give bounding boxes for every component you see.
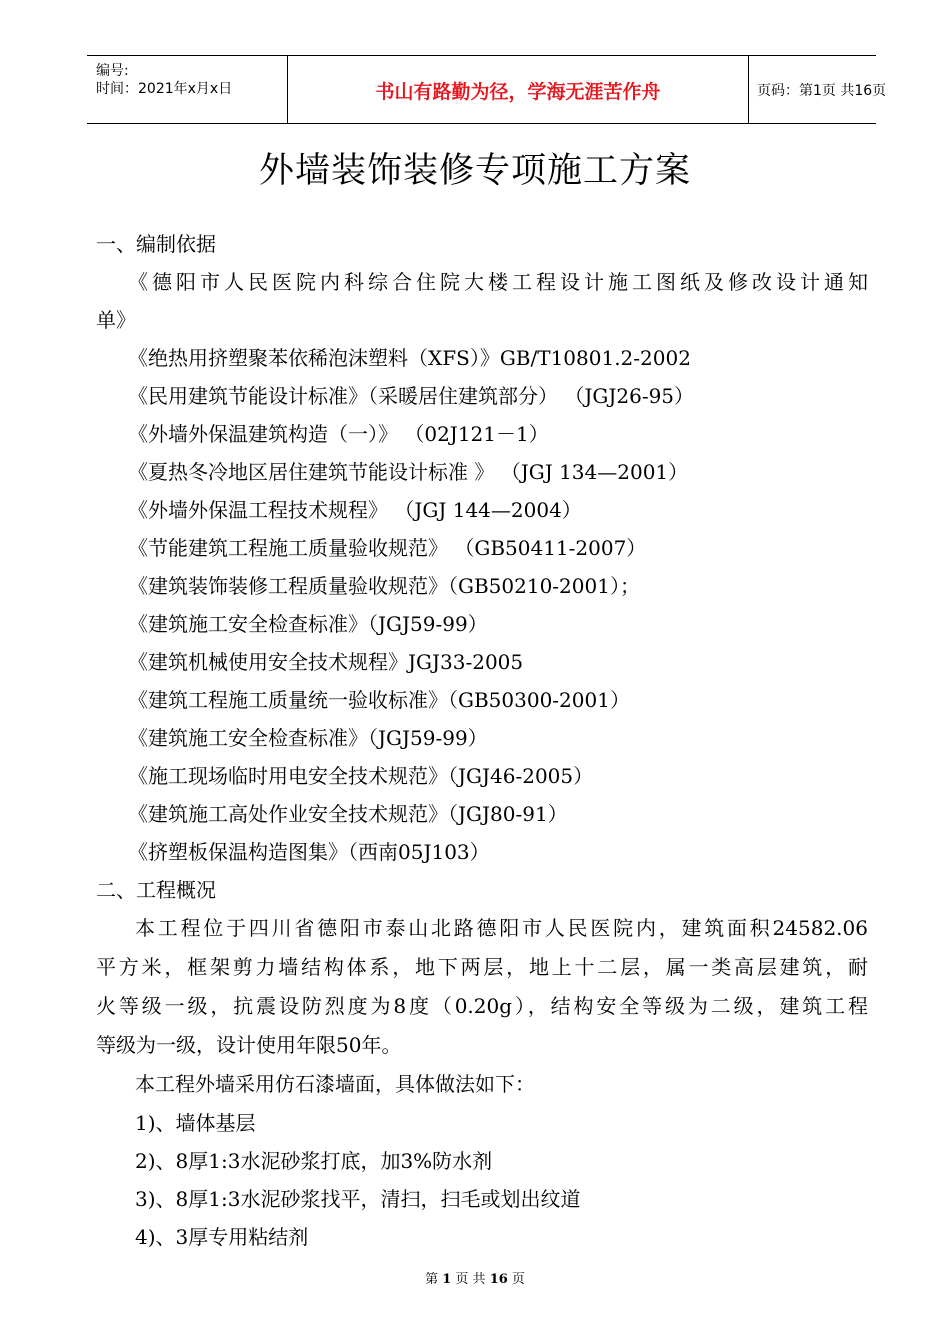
basis-line: 《建筑工程施工质量统一验收标准》（GB50300-2001） bbox=[128, 688, 630, 712]
overview-line: 1)、墙体基层 bbox=[135, 1111, 256, 1135]
basis-line: 《夏热冬冷地区居住建筑节能设计标准 》 （JGJ 134—2001） bbox=[128, 460, 689, 484]
section-heading-basis: 一、编制依据 bbox=[96, 232, 216, 256]
basis-line: 《施工现场临时用电安全技术规范》（JGJ46-2005） bbox=[128, 764, 594, 788]
basis-line: 《德阳市人民医院内科综合住院大楼工程设计施工图纸及修改设计通知 bbox=[128, 270, 868, 294]
basis-line: 单》 bbox=[96, 308, 136, 332]
overview-line: 3)、8厚1:3水泥砂浆找平，清扫，扫毛或划出纹道 bbox=[135, 1187, 581, 1211]
footer-prefix: 第 bbox=[425, 1272, 439, 1287]
overview-line: 平方米，框架剪力墙结构体系，地下两层，地上十二层，属一类高层建筑，耐 bbox=[96, 955, 868, 979]
basis-line: 《建筑施工高处作业安全技术规范》（JGJ80-91） bbox=[128, 802, 568, 826]
basis-line: 《建筑机械使用安全技术规程》JGJ33-2005 bbox=[128, 650, 524, 674]
overview-line: 4)、3厚专用粘结剂 bbox=[135, 1225, 309, 1249]
basis-line: 《挤塑板保温构造图集》（西南05J103） bbox=[128, 840, 490, 864]
header-left-cell bbox=[87, 56, 287, 123]
header-right-cell bbox=[748, 56, 887, 123]
number-label: 编号: bbox=[96, 63, 129, 79]
page-footer bbox=[0, 1268, 950, 1287]
basis-line: 《民用建筑节能设计标准》（采暖居住建筑部分） （JGJ26-95） bbox=[128, 384, 695, 408]
basis-line: 《建筑施工安全检查标准》（JGJ59-99） bbox=[128, 726, 488, 750]
overview-line: 本工程位于四川省德阳市泰山北路德阳市人民医院内，建筑面积24582.06 bbox=[135, 916, 868, 940]
header-middle-cell bbox=[287, 56, 749, 123]
footer-suffix: 页 bbox=[511, 1272, 525, 1287]
overview-line: 2)、8厚1:3水泥砂浆打底，加3%防水剂 bbox=[135, 1149, 493, 1173]
date-label: 时间：2021年x月x日 bbox=[96, 81, 233, 97]
basis-line: 《节能建筑工程施工质量验收规范》 （GB50411-2007） bbox=[128, 536, 647, 560]
page-header bbox=[87, 55, 887, 124]
section-heading-overview: 二、工程概况 bbox=[96, 878, 216, 902]
basis-line: 《外墙外保温建筑构造（一）》 （02J121－1） bbox=[128, 422, 549, 446]
footer-page-number: 1 bbox=[442, 1272, 452, 1287]
document-title: 外墙装饰装修专项施工方案 bbox=[258, 151, 691, 191]
basis-line: 《绝热用挤塑聚苯依稀泡沫塑料（XFS）》GB/T10801.2-2002 bbox=[128, 346, 691, 370]
footer-middle: 页 共 bbox=[455, 1272, 486, 1287]
basis-line: 《外墙外保温工程技术规程》 （JGJ 144—2004） bbox=[128, 498, 582, 522]
overview-line: 火等级一级，抗震设防烈度为8度（0.20g），结构安全等级为二级，建筑工程 bbox=[96, 994, 868, 1018]
page-info: 页码：第1页 共16页 bbox=[757, 83, 887, 99]
basis-line: 《建筑施工安全检查标准》（JGJ59-99） bbox=[128, 612, 488, 636]
motto-text: 书山有路勤为径，学海无涯苦作舟 bbox=[375, 81, 661, 103]
overview-line: 等级为一级，设计使用年限50年。 bbox=[96, 1033, 402, 1057]
overview-line: 本工程外墙采用仿石漆墙面，具体做法如下： bbox=[135, 1072, 535, 1096]
basis-line: 《建筑装饰装修工程质量验收规范》（GB50210-2001）； bbox=[128, 574, 640, 598]
footer-total-pages: 16 bbox=[489, 1272, 508, 1287]
